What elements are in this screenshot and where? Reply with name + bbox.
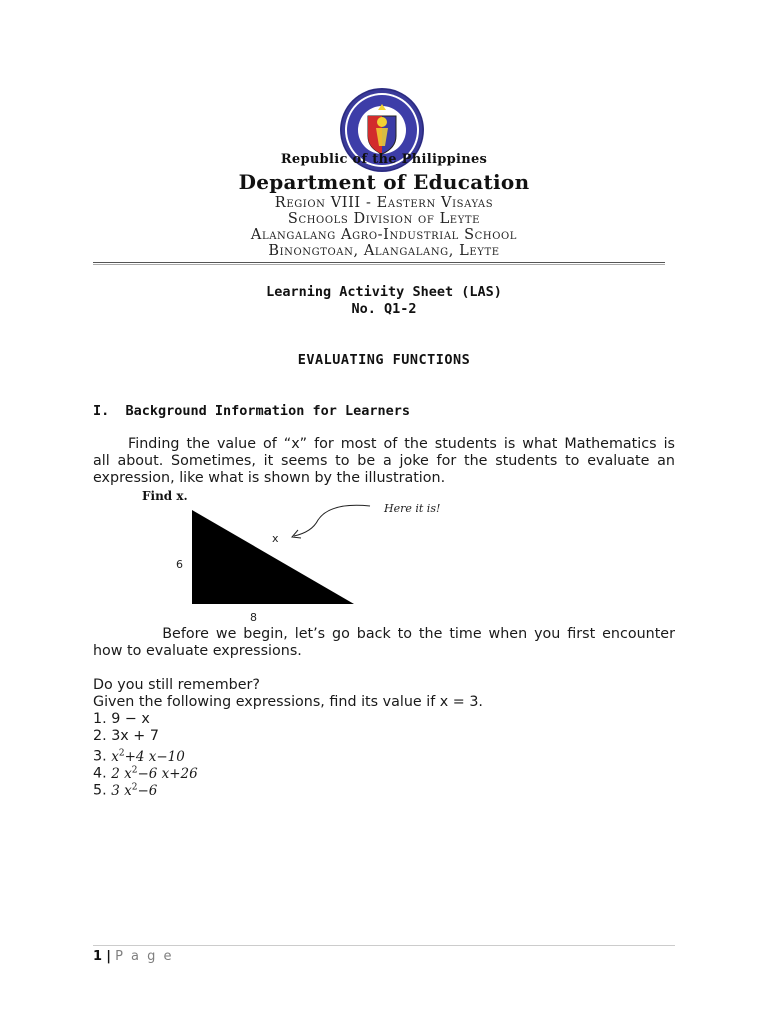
here-it-is-note: Here it is! xyxy=(384,502,441,515)
remember-question: Do you still remember? xyxy=(93,677,260,693)
footer-divider xyxy=(93,945,675,946)
arrow-curve xyxy=(294,505,370,536)
instruction-line: Given the following expressions, find its value if x = 3. xyxy=(93,694,483,710)
address-line: Binongtoan, Alangalang, Leyte xyxy=(268,243,500,259)
item-expression: 3 $x^2-6$ xyxy=(111,782,158,799)
list-item xyxy=(93,745,198,765)
list-item xyxy=(93,711,198,728)
hypotenuse-label: x xyxy=(272,532,279,545)
department-heading: Department of Education xyxy=(238,170,530,194)
paragraph-line: how to evaluate expressions. xyxy=(93,643,302,659)
side-label-bottom: 8 xyxy=(250,611,257,624)
footer-separator: | xyxy=(106,949,111,964)
list-item xyxy=(93,728,198,745)
item-expression: 2 $x^2-6$ x+26 xyxy=(111,765,198,782)
page-footer xyxy=(93,949,174,964)
page-number: 1 xyxy=(93,949,103,964)
page-word: P a g e xyxy=(115,949,174,964)
triangle-shape xyxy=(192,510,354,604)
item-expression: 3x + 7 xyxy=(111,728,159,744)
header-divider xyxy=(93,262,665,265)
background-paragraph xyxy=(93,436,675,487)
item-expression: $x^2+4$ x−10 xyxy=(111,748,185,765)
list-item xyxy=(93,762,198,782)
item-number: 1. xyxy=(93,711,107,727)
paragraph-line: all about. Sometimes, it seems to be a joke for the students to evaluate an xyxy=(93,453,675,469)
item-expression: 9 − x xyxy=(111,711,150,727)
division-line: Schools Division of Leyte xyxy=(287,211,481,227)
side-label-left: 6 xyxy=(176,558,183,571)
item-number: 4. xyxy=(93,765,107,782)
expression-list xyxy=(93,711,198,799)
region-line: Region VIII - Eastern Visayas xyxy=(274,195,494,211)
school-line: Alangalang Agro-Industrial School xyxy=(250,227,518,243)
paragraph-line: Before we begin, let’s go back to the time when you first encounter xyxy=(93,626,675,642)
item-number: 2. xyxy=(93,728,107,744)
paragraph-line: Finding the value of “x” for most of the students is what Mathematics is xyxy=(93,436,675,452)
las-number: No. Q1-2 xyxy=(351,301,417,317)
topic-title: EVALUATING FUNCTIONS xyxy=(297,352,471,368)
before-we-begin-paragraph xyxy=(93,626,675,660)
republic-heading: Republic of the Philippines xyxy=(280,152,488,167)
las-title: Learning Activity Sheet (LAS) xyxy=(266,284,502,300)
find-x-illustration xyxy=(130,490,460,630)
item-number: 3. xyxy=(93,748,107,765)
find-x-label: Find x. xyxy=(142,490,188,503)
section-heading: I. Background Information for Learners xyxy=(93,403,410,419)
item-number: 5. xyxy=(93,782,107,799)
paragraph-line: expression, like what is shown by the illustration. xyxy=(93,470,446,486)
